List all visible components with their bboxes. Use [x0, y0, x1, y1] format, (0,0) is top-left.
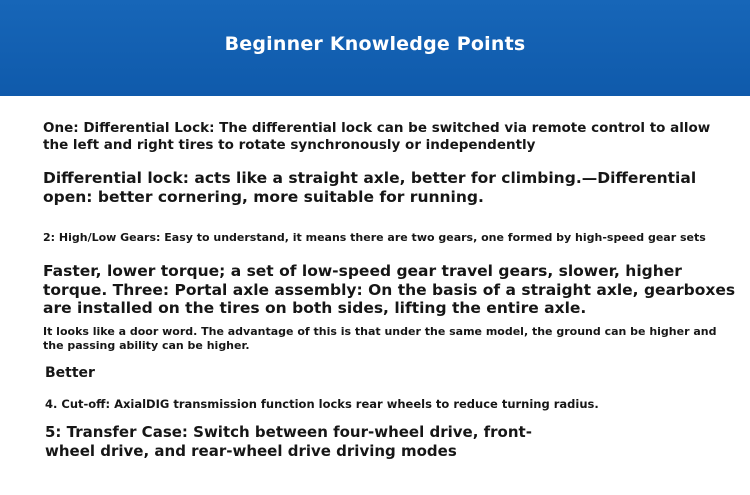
better-label: Better — [45, 365, 95, 381]
page-title: Beginner Knowledge Points — [224, 33, 526, 55]
portal-axle-advantage-paragraph: It looks like a door word. The advantage of this is that under the same model, the ground can be higher and the passing ability can be higher. — [43, 325, 717, 352]
cut-off-paragraph: 4. Cut-off: AxialDIG transmission function locks rear wheels to reduce turning radius. — [45, 397, 599, 411]
transfer-case-paragraph: 5: Transfer Case: Switch between four-wheel drive, front-wheel drive, and rear-wheel drive driving modes — [45, 423, 532, 460]
high-low-gears-paragraph: 2: High/Low Gears: Easy to understand, it means there are two gears, one formed by high-speed gear sets — [43, 231, 706, 244]
differential-lock-comparison: Differential lock: acts like a straight axle, better for climbing.—Differential open: better cornering, more suitable for running. — [43, 169, 697, 206]
title-banner — [0, 0, 750, 96]
differential-lock-paragraph: One: Differential Lock: The differential lock can be switched via remote control to allow the left and right tires to rotate synchronously or independently — [43, 120, 711, 153]
gears-and-portal-axle-paragraph: Faster, lower torque; a set of low-speed gear travel gears, slower, higher torque. Three: Portal axle assembly: On the basis of a straight axle, gearboxes are installed on the tires on both sides, lifting the entire axle. — [43, 262, 736, 317]
